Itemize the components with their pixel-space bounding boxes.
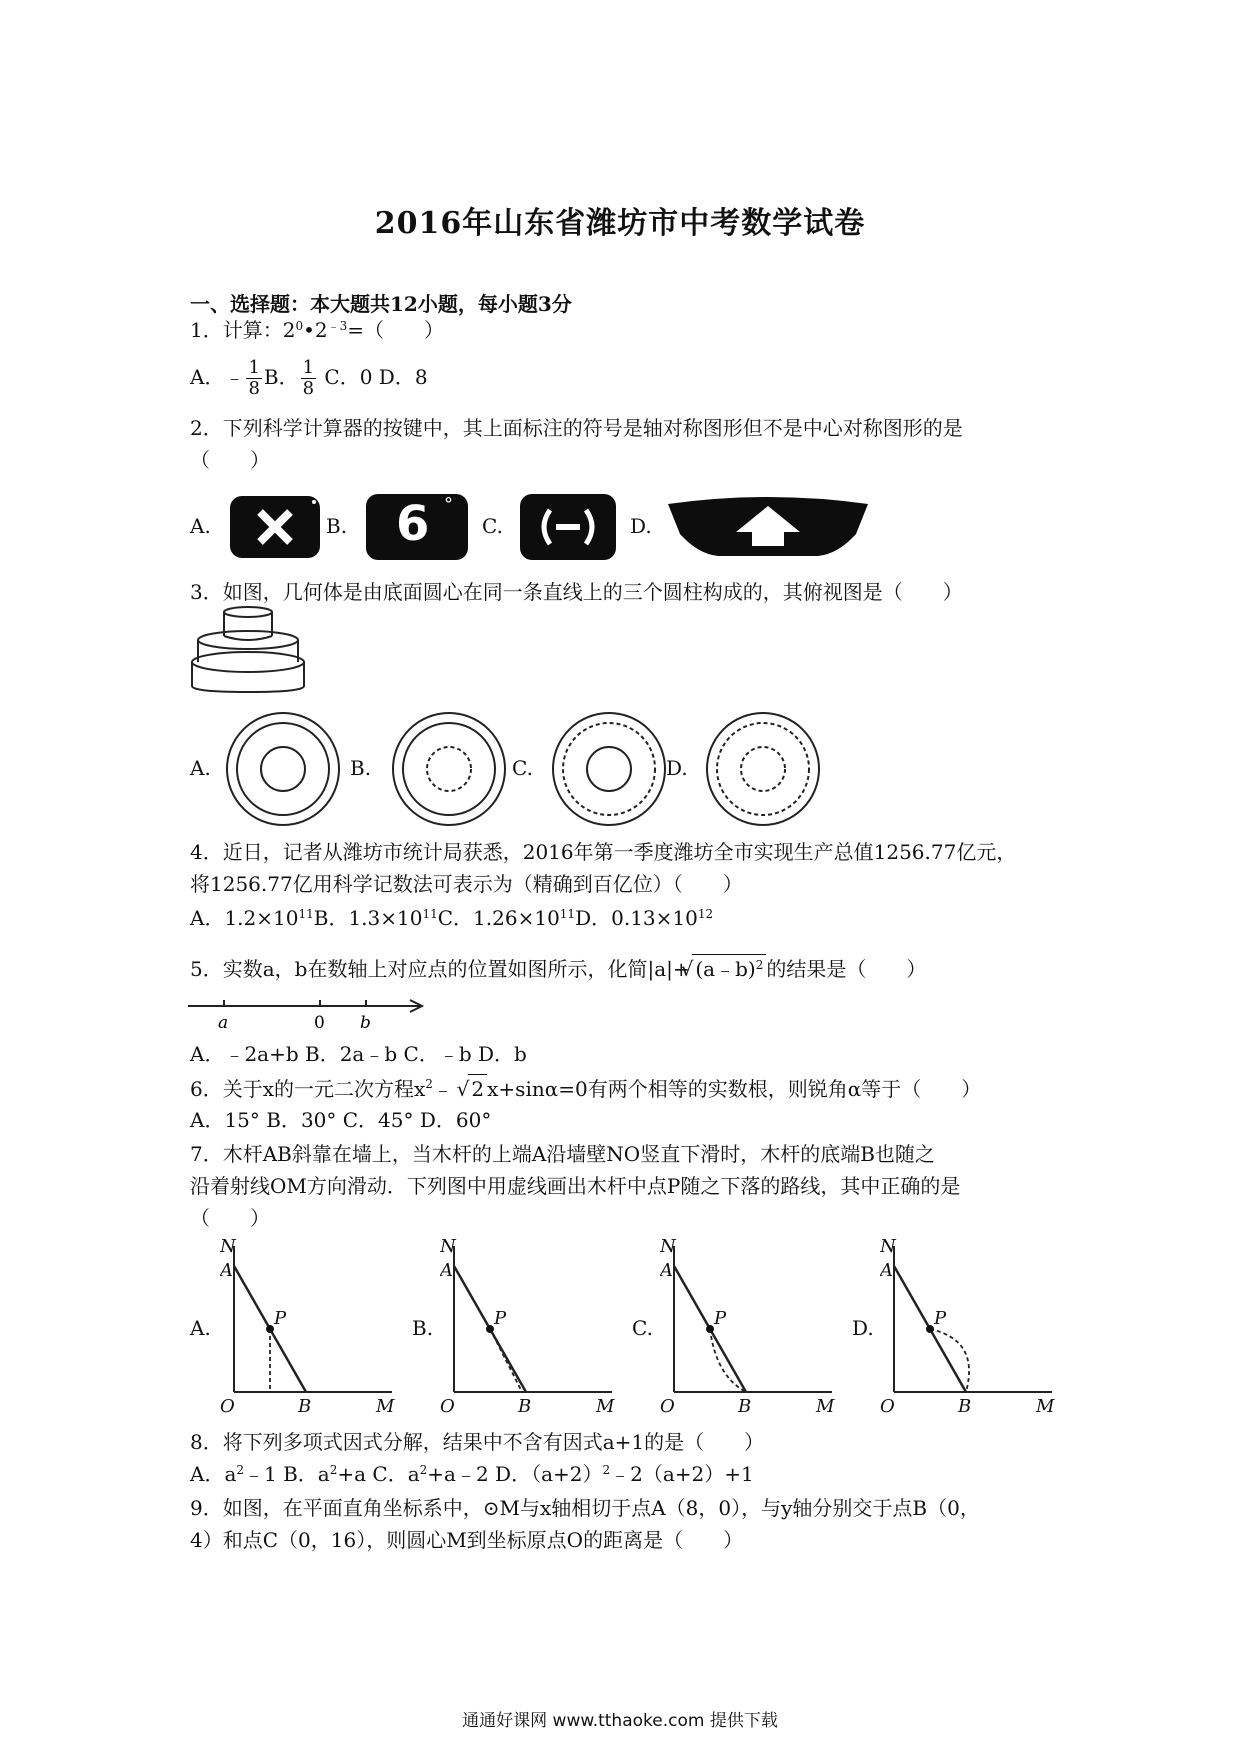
label-m: M bbox=[596, 1396, 615, 1416]
label-a: A bbox=[660, 1260, 673, 1281]
key-up-arrow-icon bbox=[668, 494, 868, 564]
q3-label-d: D. bbox=[666, 756, 688, 780]
q2-label-d: D. bbox=[630, 514, 652, 538]
q2-stem-cont: （ ） bbox=[190, 448, 270, 472]
point-p bbox=[706, 1325, 714, 1333]
point-p bbox=[266, 1325, 274, 1333]
q4-stem: 4．近日，记者从潍坊市统计局获悉，2016年第一季度潍坊全市实现生产总值1256.77亿元， bbox=[190, 840, 1017, 864]
label-a: A bbox=[220, 1260, 233, 1281]
axis-label-b: b bbox=[360, 1013, 371, 1033]
q7-label-a: A. bbox=[190, 1316, 211, 1340]
label-a: A bbox=[880, 1260, 893, 1281]
page-title: 2016年山东省潍坊市中考数学试卷 bbox=[374, 206, 866, 241]
q3-label-a: A. bbox=[190, 756, 211, 780]
square-root: √ 2 bbox=[468, 1074, 487, 1103]
q2-stem: 2．下列科学计算器的按键中，其上面标注的符号是轴对称图形但不是中心对称图形的是 bbox=[190, 416, 963, 440]
label-p: P bbox=[274, 1308, 287, 1329]
square-root: √ (a﹣b)$^2$ bbox=[692, 954, 767, 983]
q3-stem: 3．如图，几何体是由底面圆心在同一条直线上的三个圆柱构成的，其俯视图是（ ） bbox=[190, 580, 963, 604]
label-m: M bbox=[816, 1396, 835, 1416]
label-o: O bbox=[660, 1396, 675, 1416]
path-of-p bbox=[490, 1329, 522, 1392]
q4-stem-cont: 将1256.77亿用科学记数法可表示为（精确到百亿位）（ ） bbox=[190, 872, 743, 896]
label-m: M bbox=[376, 1396, 395, 1416]
q7-diagram-a bbox=[220, 1236, 400, 1420]
q3-option-b-circles bbox=[390, 710, 508, 832]
label-p: P bbox=[714, 1308, 727, 1329]
label-o: O bbox=[440, 1396, 455, 1416]
label-o: O bbox=[880, 1396, 895, 1416]
label-n: N bbox=[660, 1236, 676, 1257]
axis-label-zero: 0 bbox=[314, 1013, 325, 1033]
q2-label-c: C. bbox=[482, 514, 503, 538]
label-b: B bbox=[518, 1396, 532, 1416]
q7-diagram-d bbox=[880, 1236, 1060, 1420]
label-n: N bbox=[440, 1236, 456, 1257]
q9-stem: 9．如图，在平面直角坐标系中，⊙M与x轴相切于点A（8，0），与y轴分别交于点B（0， bbox=[190, 1496, 980, 1520]
key-multiply-icon bbox=[230, 496, 320, 558]
q3-option-c-circles bbox=[550, 710, 668, 832]
q3-label-c: C. bbox=[512, 756, 533, 780]
q1-stem: 1．计算：$2^0•2^{﹣3}=$（ ） bbox=[190, 318, 445, 342]
q4-options: A．$1.2\times 10^{11}B$．$1.3\times 10^{11}C$．$1.26\times 10^{11}D$．$0.13\times 10^{12}$ bbox=[190, 906, 714, 930]
point-p bbox=[926, 1325, 934, 1333]
q8-stem: 8．将下列多项式因式分解，结果中不含有因式a+1的是（ ） bbox=[190, 1430, 765, 1454]
q2-label-b: B. bbox=[326, 514, 348, 538]
label-p: P bbox=[494, 1308, 507, 1329]
label-b: B bbox=[298, 1396, 312, 1416]
label-o: O bbox=[220, 1396, 235, 1416]
label-m: M bbox=[1036, 1396, 1055, 1416]
q3-label-b: B. bbox=[350, 756, 372, 780]
q7-label-c: C. bbox=[632, 1316, 653, 1340]
key-negative-icon bbox=[520, 494, 616, 560]
label-b: B bbox=[738, 1396, 752, 1416]
q7-diagram-c bbox=[660, 1236, 840, 1420]
section-heading: 一、选择题：本大题共12小题，每小题3分 bbox=[190, 292, 572, 316]
point-p bbox=[486, 1325, 494, 1333]
key-six-icon: 6 ° bbox=[366, 494, 468, 560]
q5-options: A．﹣2a+b B．2a﹣b C．﹣b D．b bbox=[190, 1042, 527, 1066]
q6-stem: 6．关于x的一元二次方程$x^2﹣$ √ 2 x+sinα=0有两个相等的实数根，则锐角α等于（ ） bbox=[190, 1074, 981, 1103]
q3-option-d-circles bbox=[704, 710, 822, 832]
label-p: P bbox=[934, 1308, 947, 1329]
q5-stem: 5．实数a，b在数轴上对应点的位置如图所示，化简|a|+√ (a﹣b)$^2$ 的结果是（ ） bbox=[190, 954, 926, 983]
footer-source: 通通好课网 www.tthaoke.com 提供下载 bbox=[462, 1711, 778, 1731]
q1-options: A．﹣ $\frac{1}{8}$ B． $\frac{1}{8}$ C．0 D．8 bbox=[190, 357, 428, 399]
label-n: N bbox=[220, 1236, 236, 1257]
q7-label-d: D. bbox=[852, 1316, 874, 1340]
q3-option-a-circles bbox=[224, 710, 342, 832]
q7-stem: 7．木杆AB斜靠在墙上，当木杆的上端A沿墙壁NO竖直下滑时，木杆的底端B也随之 bbox=[190, 1142, 935, 1166]
q8-options: A．$a^2﹣1$ B．$a^2+a$ C．$a^2+a﹣2$ D．$(a+2)^2﹣2(a+2)+1$ bbox=[190, 1462, 754, 1486]
q9-stem-cont: 4）和点C（0，16），则圆心M到坐标原点O的距离是（ ） bbox=[190, 1528, 744, 1552]
q7-stem-cont: 沿着射线OM方向滑动．下列图中用虚线画出木杆中点P随之下落的路线，其中正确的是 bbox=[190, 1174, 961, 1198]
label-b: B bbox=[958, 1396, 972, 1416]
q7-diagram-b bbox=[440, 1236, 620, 1420]
label-n: N bbox=[880, 1236, 896, 1257]
q7-stem-cont2: （ ） bbox=[190, 1206, 270, 1230]
fraction: $\frac{1}{8}$ bbox=[248, 357, 260, 399]
q2-label-a: A. bbox=[190, 514, 211, 538]
q7-label-b: B. bbox=[412, 1316, 434, 1340]
q3-solid-figure bbox=[188, 606, 308, 700]
fraction: $\frac{1}{8}$ bbox=[302, 357, 315, 399]
axis-label-a: a bbox=[218, 1013, 229, 1033]
q6-options: A．15° B．30° C．45° D．60° bbox=[190, 1108, 492, 1132]
label-a: A bbox=[440, 1260, 453, 1281]
q5-number-line bbox=[188, 994, 428, 1038]
